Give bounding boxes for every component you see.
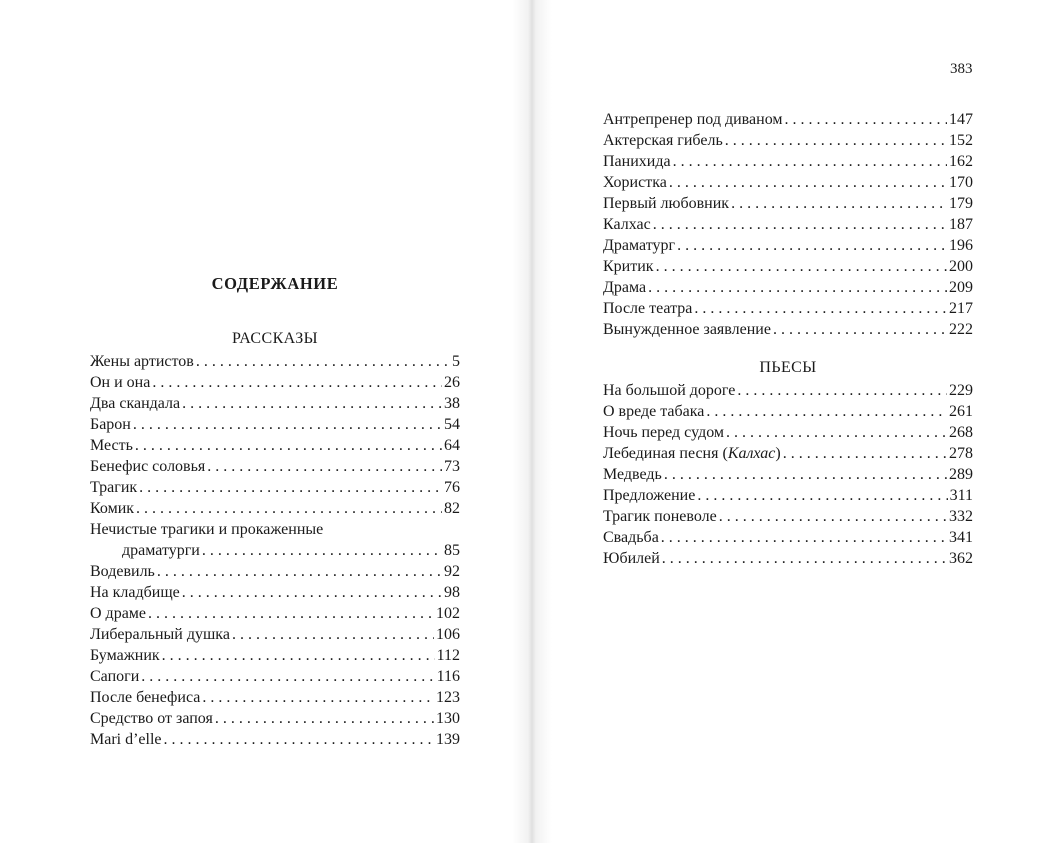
toc-page-number: 217 [949, 300, 973, 317]
toc-page-number: 64 [444, 437, 460, 454]
toc-entry[interactable]: Он и она . . . 26 [90, 372, 460, 393]
toc-page-number: 162 [949, 153, 973, 170]
toc-page-number: 179 [949, 195, 973, 212]
toc-entry[interactable]: Предложение . . . 311 [603, 485, 973, 506]
toc-list-right-plays [603, 380, 973, 569]
toc-page-number: 209 [949, 279, 973, 296]
toc-entry[interactable]: драматурги . . . 85 [90, 540, 460, 561]
toc-page-number: 38 [444, 395, 460, 412]
toc-entry[interactable]: После театра . . . 217 [603, 298, 973, 319]
toc-page-number: 73 [444, 458, 460, 475]
toc-entry[interactable]: Хористка . . . 170 [603, 172, 973, 193]
toc-page-number: 362 [949, 550, 973, 567]
toc-entry[interactable]: Драматург . . . 196 [603, 235, 973, 256]
toc-page-number: 112 [436, 647, 460, 664]
toc-entry[interactable]: Месть . . . 64 [90, 435, 460, 456]
toc-entry[interactable]: О драме . . . 102 [90, 603, 460, 624]
toc-page-number: 139 [436, 731, 460, 748]
toc-entry[interactable]: Ночь перед судом . . . 268 [603, 422, 973, 443]
toc-page-number: 341 [949, 529, 973, 546]
toc-entry[interactable]: Жены артистов . . . 5 [90, 351, 460, 372]
toc-page-number: 261 [949, 403, 973, 420]
toc-entry[interactable]: Два скандала . . . 38 [90, 393, 460, 414]
toc-page-number: 222 [949, 321, 973, 338]
toc-page-number: 147 [949, 111, 973, 128]
toc-entry[interactable]: После бенефиса . . . 123 [90, 687, 460, 708]
toc-page-number: 123 [436, 689, 460, 706]
toc-entry[interactable]: Первый любовник . . . 179 [603, 193, 973, 214]
toc-page-number: 26 [444, 374, 460, 391]
toc-entry[interactable]: Панихида . . . 162 [603, 151, 973, 172]
page-number: 383 [950, 61, 973, 77]
toc-page-number: 268 [949, 424, 973, 441]
toc-entry[interactable]: Антрепренер под диваном . . . 147 [603, 109, 973, 130]
toc-page-number: 152 [949, 132, 973, 149]
toc-list-right-stories [603, 109, 973, 340]
toc-entry[interactable]: Сапоги . . . 116 [90, 666, 460, 687]
toc-entry[interactable]: Бенефис соловья . . . 73 [90, 456, 460, 477]
toc-page-number: 278 [949, 445, 973, 462]
toc-page-number: 82 [444, 500, 460, 517]
toc-entry[interactable]: Критик . . . 200 [603, 256, 973, 277]
toc-entry[interactable]: Комик . . . 82 [90, 498, 460, 519]
toc-entry[interactable]: Актерская гибель . . . 152 [603, 130, 973, 151]
toc-page-number: 130 [436, 710, 460, 727]
toc-entry[interactable]: Драма . . . 209 [603, 277, 973, 298]
toc-page-number: 102 [436, 605, 460, 622]
toc-entry[interactable]: Юбилей . . . 362 [603, 548, 973, 569]
toc-entry[interactable]: Трагик поневоле . . . 332 [603, 506, 973, 527]
toc-entry[interactable]: Бумажник . . . 112 [90, 645, 460, 666]
toc-page-number: 106 [436, 626, 460, 643]
toc-entry[interactable]: Барон . . . 54 [90, 414, 460, 435]
toc-page-number: 98 [444, 584, 460, 601]
toc-entry[interactable]: Калхас . . . 187 [603, 214, 973, 235]
toc-page-number: 170 [949, 174, 973, 191]
toc-page-number: 76 [444, 479, 460, 496]
toc-page-number: 92 [444, 563, 460, 580]
toc-entry[interactable]: Средство от запоя . . . 130 [90, 708, 460, 729]
toc-entry[interactable]: О вреде табака . . . 261 [603, 401, 973, 422]
toc-entry-wrapped-line[interactable]: Нечистые трагики и прокаженные [90, 521, 324, 538]
section-title-stories: РАССКАЗЫ [232, 330, 318, 347]
toc-entry[interactable]: Трагик . . . 76 [90, 477, 460, 498]
toc-entry[interactable]: Водевиль . . . 92 [90, 561, 460, 582]
toc-page-number: 116 [436, 668, 460, 685]
contents-title: СОДЕРЖАНИЕ [211, 274, 339, 293]
toc-entry[interactable]: Либеральный душка . . . 106 [90, 624, 460, 645]
toc-page-number: 289 [949, 466, 973, 483]
toc-page-number: 200 [949, 258, 973, 275]
toc-entry[interactable]: Свадьба . . . 341 [603, 527, 973, 548]
toc-entry[interactable]: Медведь . . . 289 [603, 464, 973, 485]
toc-entry[interactable]: На большой дороге . . . 229 [603, 380, 973, 401]
toc-page-number: 85 [444, 542, 460, 559]
toc-entry[interactable]: Mari d’elle . . . 139 [90, 729, 460, 750]
toc-list-left [90, 351, 460, 750]
toc-page-number: 5 [452, 353, 460, 370]
toc-page-number: 187 [949, 216, 973, 233]
toc-page-number: 54 [444, 416, 460, 433]
toc-page-number: 332 [949, 508, 973, 525]
toc-entry[interactable]: На кладбище . . . 98 [90, 582, 460, 603]
toc-page-number: 196 [949, 237, 973, 254]
toc-page-number: 311 [949, 487, 973, 504]
toc-entry[interactable]: Лебединая песня (Калхас) . . . 278 [603, 443, 973, 464]
toc-entry[interactable]: Вынужденное заявление . . . 222 [603, 319, 973, 340]
section-title-plays: ПЬЕСЫ [759, 359, 817, 376]
toc-page-number: 229 [949, 382, 973, 399]
